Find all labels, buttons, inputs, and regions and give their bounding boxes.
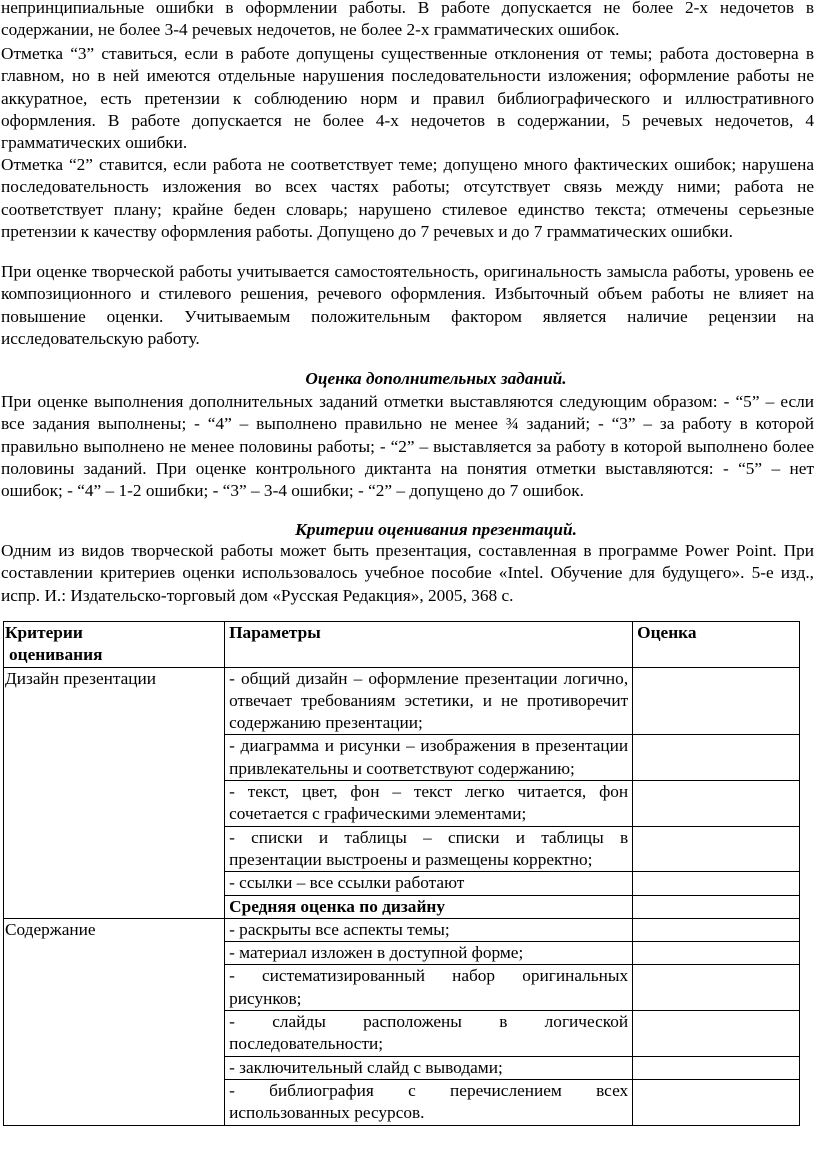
criteria-table [3, 621, 800, 1126]
header-criteria-line1: Критерии [5, 623, 83, 642]
paragraph-grade-2: Отметка “2” ставится, если работа не соответствует теме; допущено много фактических ошибок; нарушена последовательность изложения во всех частях работы; отсутствует связь между ними; работа не соответствует плану; крайне беден словарь; нарушено стилевое единство текста; отмечены серьезные претензии к качеству оформления работы. Допущено до 7 речевых и до 7 грамматических ошибки. [1, 155, 814, 241]
header-parameters: Параметры [225, 622, 633, 668]
param-cell: - диаграмма и рисунки – изображения в презентации привлекательны и соответствуют содержанию; [225, 735, 633, 781]
grade-cell [633, 781, 800, 827]
criterion-design: Дизайн презентации [4, 667, 225, 918]
grade-cell [633, 965, 800, 1011]
param-cell: - заключительный слайд с выводами; [225, 1056, 633, 1079]
param-cell: - материал изложен в доступной форме; [225, 942, 633, 965]
grade-cell [633, 872, 800, 895]
param-cell: - общий дизайн – оформление презентации логично, отвечает требованиям эстетики, и не противоречит содержанию презентации; [225, 667, 633, 735]
grade-cell [633, 942, 800, 965]
grade-cell [633, 667, 800, 735]
heading-additional-tasks: Оценка дополнительных заданий. [305, 369, 567, 388]
table-header-row [4, 622, 800, 668]
header-criteria [4, 622, 225, 668]
grade-cell [633, 826, 800, 872]
param-cell: - текст, цвет, фон – текст легко читается, фон сочетается с графическими элементами; [225, 781, 633, 827]
param-cell: - систематизированный набор оригинальных рисунков; [225, 965, 633, 1011]
table-row [4, 918, 800, 941]
param-cell: - ссылки – все ссылки работают [225, 872, 633, 895]
grade-cell [633, 1011, 800, 1057]
criterion-content: Содержание [4, 918, 225, 1125]
grade-cell [633, 1056, 800, 1079]
paragraph-errors-note: непринципиальные ошибки в оформлении работы. В работе допускается не более 2-х недочетов в содержании, не более 3-4 речевых недочетов, не более 2-х грамматических ошибок. [1, 0, 814, 40]
param-cell: - библиография с перечислением всех использованных ресурсов. [225, 1079, 633, 1125]
grade-cell [633, 1079, 800, 1125]
paragraph-presentation-intro: Одним из видов творческой работы может быть презентация, составленная в программе Power Point. При составлении критериев оценки использовалось учебное пособие «Intel. Обучение для будущего». 5-е изд., испр. И.: Издательско-торговый дом «Русская Редакция», 2005, 368 с. [1, 541, 814, 605]
paragraph-grade-3: Отметка “3” ставиться, если в работе допущены существенные отклонения от темы; работа достоверна в главном, но в ней имеются отдельные нарушения последовательности изложения; оформление работы не аккуратное, есть претензии к соблюдению норм и правил библиографического и иллюстративного оформления. В работе допускается не более 4-х недочетов в содержании, 5 речевых недочетов, 4 грамматических ошибки. [1, 44, 814, 153]
param-cell: - списки и таблицы – списки и таблицы в презентации выстроены и размещены корректно; [225, 826, 633, 872]
paragraph-creative-work: При оценке творческой работы учитывается самостоятельность, оригинальность замысла работы, уровень ее композиционного и стилевого решения, речевого оформления. Избыточный объем работы не влияет на повышение оценки. Учитываемым положительным фактором является наличие рецензии на исследовательскую работу. [1, 262, 814, 348]
param-cell: - слайды расположены в логической последовательности; [225, 1011, 633, 1057]
grade-cell [633, 918, 800, 941]
grade-cell [633, 735, 800, 781]
heading-presentation-criteria: Критерии оценивания презентаций. [295, 520, 577, 539]
grade-cell [633, 895, 800, 918]
param-cell: - раскрыты все аспекты темы; [225, 918, 633, 941]
paragraph-additional-tasks: При оценке выполнения дополнительных заданий отметки выставляются следующим образом: - “5” – если все задания выполнены; - “4” – выполнено правильно не менее ¾ заданий; - “3” – за работу в которой правильно выполнено не менее половины работы; - “2” – выставляется за работу в которой выполнено более половины заданий. При оценке контрольного диктанта на понятия отметки выставляются: - “5” – нет ошибок; - “4” – 1-2 ошибки; - “3” – 3-4 ошибки; - “2” – допущено до 7 ошибок. [1, 392, 814, 501]
design-average-label: Средняя оценка по дизайну [225, 895, 633, 918]
header-criteria-line2: оценивания [9, 645, 103, 665]
header-grade: Оценка [633, 622, 800, 668]
table-row [4, 667, 800, 735]
